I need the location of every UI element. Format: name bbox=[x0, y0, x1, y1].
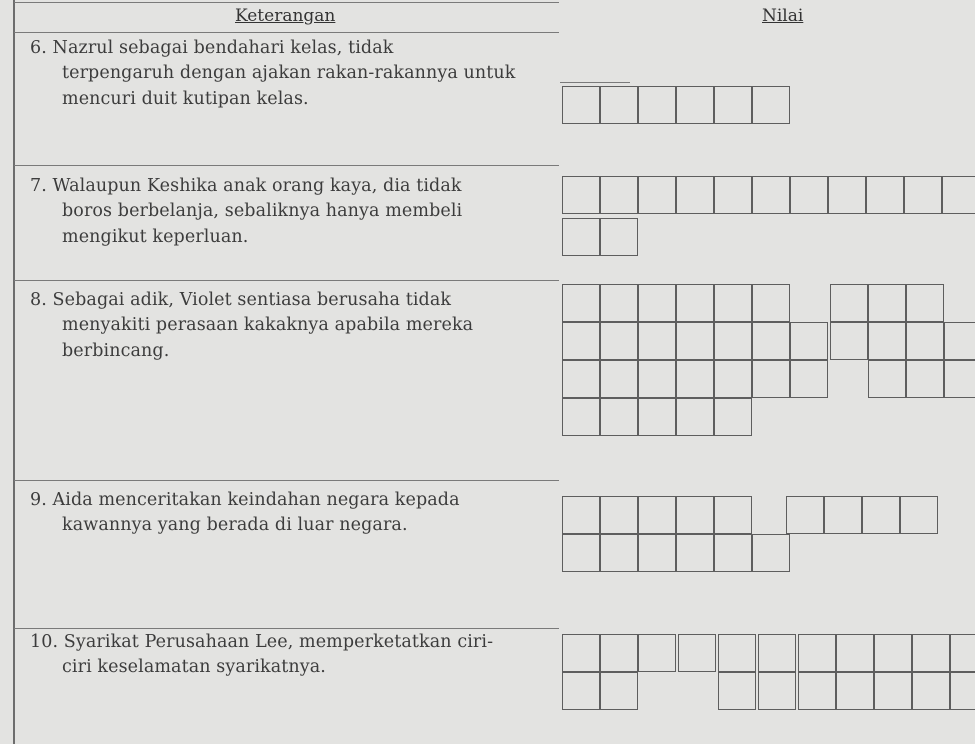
answer-letter-box[interactable] bbox=[798, 634, 836, 672]
question-line: 7. Walaupun Keshika anak orang kaya, dia tidak bbox=[30, 176, 462, 196]
answer-letter-box[interactable] bbox=[830, 284, 868, 322]
answer-letter-box[interactable] bbox=[906, 322, 944, 360]
answer-letter-box[interactable] bbox=[562, 86, 600, 124]
answer-letter-box[interactable] bbox=[942, 176, 975, 214]
answer-letter-box[interactable] bbox=[600, 218, 638, 256]
answer-letter-box[interactable] bbox=[562, 322, 600, 360]
answer-letter-box[interactable] bbox=[944, 322, 975, 360]
answer-letter-box[interactable] bbox=[638, 86, 676, 124]
question-line: 10. Syarikat Perusahaan Lee, memperketatkan ciri- bbox=[30, 632, 494, 652]
answer-letter-box[interactable] bbox=[676, 322, 714, 360]
answer-letter-box[interactable] bbox=[912, 634, 950, 672]
answer-letter-box[interactable] bbox=[752, 86, 790, 124]
header-nilai: Nilai bbox=[762, 6, 804, 26]
answer-letter-box[interactable] bbox=[714, 398, 752, 436]
question-line: ciri keselamatan syarikatnya. bbox=[62, 657, 326, 678]
answer-letter-box[interactable] bbox=[874, 672, 912, 710]
answer-letter-box[interactable] bbox=[638, 398, 676, 436]
answer-letter-box[interactable] bbox=[600, 86, 638, 124]
answer-letter-box[interactable] bbox=[904, 176, 942, 214]
answer-letter-box[interactable] bbox=[758, 672, 796, 710]
answer-letter-box[interactable] bbox=[752, 360, 790, 398]
question-line: mengikut keperluan. bbox=[62, 226, 249, 247]
answer-letter-box[interactable] bbox=[562, 496, 600, 534]
answer-letter-box[interactable] bbox=[678, 634, 716, 672]
answer-letter-box[interactable] bbox=[798, 672, 836, 710]
answer-letter-box[interactable] bbox=[638, 634, 676, 672]
header-keterangan: Keterangan bbox=[235, 6, 336, 26]
question-line: mencuri duit kutipan kelas. bbox=[62, 88, 309, 109]
answer-letter-box[interactable] bbox=[718, 672, 756, 710]
answer-letter-box[interactable] bbox=[638, 496, 676, 534]
answer-letter-box[interactable] bbox=[714, 360, 752, 398]
question-line: 9. Aida menceritakan keindahan negara kepada bbox=[30, 490, 460, 510]
answer-letter-box[interactable] bbox=[868, 322, 906, 360]
answer-letter-box[interactable] bbox=[676, 534, 714, 572]
answer-letter-box[interactable] bbox=[562, 218, 600, 256]
answer-letter-box[interactable] bbox=[714, 176, 752, 214]
answer-letter-box[interactable] bbox=[714, 284, 752, 322]
question-line: berbincang. bbox=[62, 340, 170, 361]
answer-letter-box[interactable] bbox=[912, 672, 950, 710]
answer-letter-box[interactable] bbox=[824, 496, 862, 534]
answer-letter-box[interactable] bbox=[676, 360, 714, 398]
answer-letter-box[interactable] bbox=[562, 398, 600, 436]
answer-letter-box[interactable] bbox=[786, 496, 824, 534]
answer-letter-box[interactable] bbox=[600, 634, 638, 672]
answer-letter-box[interactable] bbox=[718, 634, 756, 672]
answer-letter-box[interactable] bbox=[790, 176, 828, 214]
answer-letter-box[interactable] bbox=[638, 360, 676, 398]
question-line: 6. Nazrul sebagai bendahari kelas, tidak bbox=[30, 38, 394, 58]
answer-letter-box[interactable] bbox=[714, 322, 752, 360]
answer-letter-box[interactable] bbox=[868, 284, 906, 322]
answer-letter-box[interactable] bbox=[562, 284, 600, 322]
answer-letter-box[interactable] bbox=[562, 360, 600, 398]
answer-letter-box[interactable] bbox=[906, 360, 944, 398]
answer-letter-box[interactable] bbox=[562, 634, 600, 672]
answer-letter-box[interactable] bbox=[562, 534, 600, 572]
answer-letter-box[interactable] bbox=[714, 86, 752, 124]
answer-letter-box[interactable] bbox=[900, 496, 938, 534]
answer-letter-box[interactable] bbox=[714, 534, 752, 572]
answer-letter-box[interactable] bbox=[638, 534, 676, 572]
question-line: terpengaruh dengan ajakan rakan-rakannya untuk bbox=[62, 63, 516, 84]
answer-letter-box[interactable] bbox=[600, 176, 638, 214]
answer-letter-box[interactable] bbox=[752, 534, 790, 572]
answer-letter-box[interactable] bbox=[862, 496, 900, 534]
answer-letter-box[interactable] bbox=[714, 496, 752, 534]
answer-letter-box[interactable] bbox=[866, 176, 904, 214]
answer-letter-box[interactable] bbox=[600, 534, 638, 572]
answer-letter-box[interactable] bbox=[828, 176, 866, 214]
question-line: 8. Sebagai adik, Violet sentiasa berusaha tidak bbox=[30, 290, 452, 310]
answer-letter-box[interactable] bbox=[836, 672, 874, 710]
answer-letter-box[interactable] bbox=[836, 634, 874, 672]
answer-letter-box[interactable] bbox=[906, 284, 944, 322]
question-line: boros berbelanja, sebaliknya hanya membeli bbox=[62, 201, 463, 222]
answer-letter-box[interactable] bbox=[600, 398, 638, 436]
answer-letter-box[interactable] bbox=[638, 176, 676, 214]
question-line: kawannya yang berada di luar negara. bbox=[62, 515, 408, 536]
answer-letter-box[interactable] bbox=[752, 284, 790, 322]
answer-letter-box[interactable] bbox=[638, 284, 676, 322]
answer-letter-box[interactable] bbox=[600, 322, 638, 360]
answer-letter-box[interactable] bbox=[676, 284, 714, 322]
answer-letter-box[interactable] bbox=[676, 86, 714, 124]
answer-letter-box[interactable] bbox=[600, 360, 638, 398]
answer-letter-box[interactable] bbox=[830, 322, 868, 360]
answer-letter-box[interactable] bbox=[752, 322, 790, 360]
question-line: menyakiti perasaan kakaknya apabila mereka bbox=[62, 315, 474, 336]
answer-letter-box[interactable] bbox=[638, 322, 676, 360]
answer-letter-box[interactable] bbox=[950, 634, 975, 672]
answer-letter-box[interactable] bbox=[676, 176, 714, 214]
answer-letter-box[interactable] bbox=[562, 176, 600, 214]
answer-letter-box[interactable] bbox=[600, 672, 638, 710]
answer-letter-box[interactable] bbox=[758, 634, 796, 672]
answer-letter-box[interactable] bbox=[562, 672, 600, 710]
answer-letter-box[interactable] bbox=[790, 322, 828, 360]
answer-letter-box[interactable] bbox=[944, 360, 975, 398]
answer-letter-box[interactable] bbox=[600, 284, 638, 322]
answer-letter-box[interactable] bbox=[600, 496, 638, 534]
answer-letter-box[interactable] bbox=[874, 634, 912, 672]
answer-letter-box[interactable] bbox=[868, 360, 906, 398]
answer-letter-box[interactable] bbox=[790, 360, 828, 398]
answer-letter-box[interactable] bbox=[676, 398, 714, 436]
answer-letter-box[interactable] bbox=[950, 672, 975, 710]
answer-letter-box[interactable] bbox=[676, 496, 714, 534]
answer-letter-box[interactable] bbox=[752, 176, 790, 214]
